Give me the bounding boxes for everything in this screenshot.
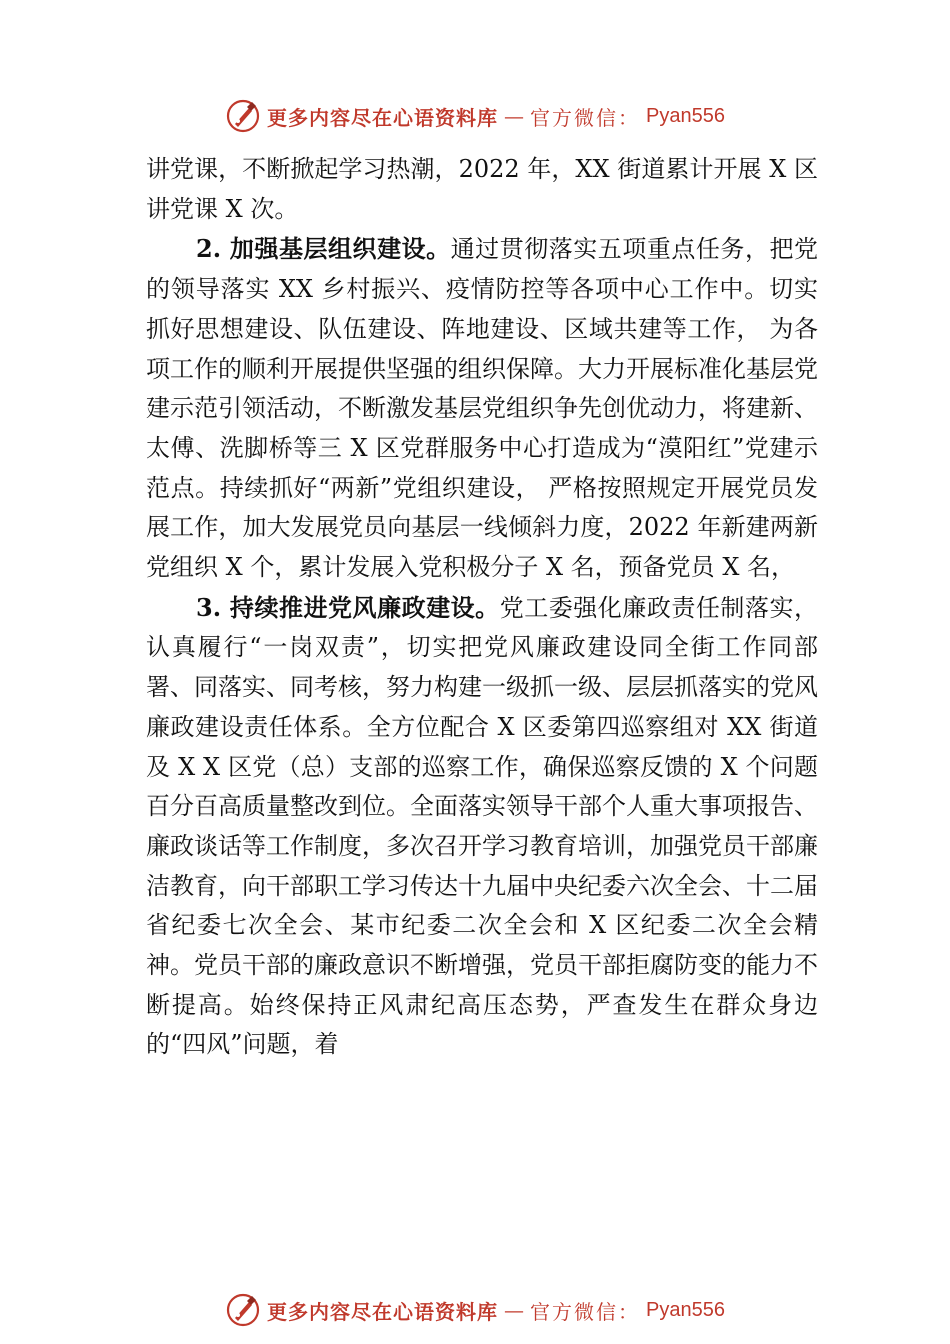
pen-nib-logo-icon [225,98,261,134]
footer-brand-text: 更多内容尽在心语资料库 [267,1299,499,1324]
paragraph-2-text: 通过贯彻落实五项重点任务，把党的领导落实 XX 乡村振兴、疫情防控等各项中心工作中。切实抓好思想建设、队伍建设、阵地建设、区域共建等工作， 为各项工作的顺利开展提供坚强的组织保障。大力开展标准化基层党建示范引领活动，不断激发基层党组织争先创优动力，将建新、太傅、洗脚桥等三 X 区党群服务中心打造成为“漠阳红”党建示范点。持续抓好“两新”党组织建设， 严格按照规定开展党员发展工作，加大发展党员向基层一线倾斜力度，2022 年新建两新党组织 X 个，累计发展入党积极分子 X 名，预备党员 X 名， [146,235,818,582]
paragraph-2-heading: 2. 加强基层组织建设。 [196,234,451,264]
paragraph-3-heading: 3. 持续推进党风廉政建设。 [196,592,500,622]
document-body [146,150,818,1065]
paragraph-3-text: 党工委强化廉政责任制落实，认真履行“一岗双责”，切实把党风廉政建设同全街工作同部署、同落实、同考核，努力构建一级抓一级、层层抓落实的党风廉政建设责任体系。全方位配合 X 区委第四巡察组对 XX 街道及 X X 区党（总）支部的巡察工作，确保巡察反馈的 X 个问题百分百高质量整改到位。全面落实领导干部个人重大事项报告、廉政谈话等工作制度，多次召开学习教育培训，加强党员干部廉洁教育，向干部职工学习传达十九届中央纪委六次全会、十二届省纪委七次全会、某市纪委二次全会和 X 区纪委二次全会精神。党员干部的廉政意识不断增强，党员干部拒腐防变的能力不断提高。始终保持正风肃纪高压态势，严查发生在群众身边的“四风”问题，着 [146,593,818,1059]
pen-nib-logo-icon [225,1292,261,1328]
paragraph-3 [146,588,818,1065]
header-separator: — [504,104,525,128]
footer-banner [0,1290,950,1330]
header-banner [0,96,950,136]
header-wechat-id: Pyan556 [646,104,725,127]
footer-wechat-label: 官方微信： [530,1299,641,1324]
footer-separator: — [504,1298,525,1322]
header-brand-text: 更多内容尽在心语资料库 [267,105,499,130]
footer-wechat-id: Pyan556 [646,1298,725,1321]
paragraph-1-text: 讲党课，不断掀起学习热潮，2022 年，XX 街道累计开展 X 区讲党课 X 次。 [146,155,818,223]
paragraph-2 [146,229,818,587]
paragraph-1 [146,150,818,229]
header-wechat-label: 官方微信： [530,105,641,130]
